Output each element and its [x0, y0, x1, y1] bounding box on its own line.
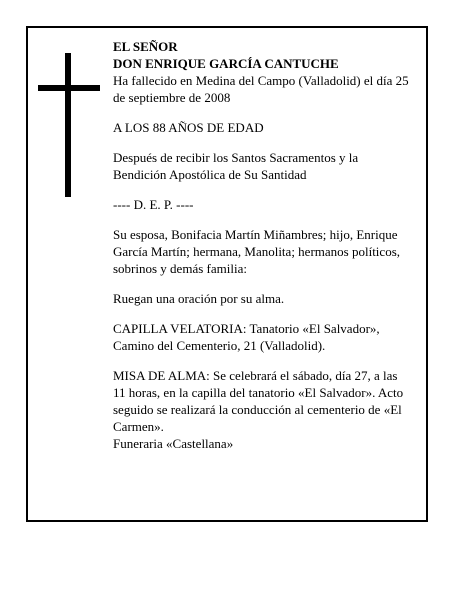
- death-info: Ha fallecido en Medina del Campo (Valladolid) el día 25 de septiembre de 2008: [113, 73, 409, 105]
- cross-icon: [38, 53, 100, 197]
- cross-horizontal-bar: [38, 85, 100, 91]
- rip-line: ---- D. E. P. ----: [113, 197, 194, 212]
- deceased-heading: [113, 38, 413, 72]
- chapel-line: CAPILLA VELATORIA: Tanatorio «El Salvador», Camino del Cementerio, 21 (Valladolid).: [113, 321, 380, 353]
- age-line: A LOS 88 AÑOS DE EDAD: [113, 120, 264, 135]
- cross-vertical-bar: [65, 53, 71, 197]
- family-line: Su esposa, Bonifacia Martín Miñambres; hijo, Enrique García Martín; hermana, Manolita; hermanos políticos, sobrinos y demás familia:: [113, 227, 400, 276]
- deceased-name: DON ENRIQUE GARCÍA CANTUCHE: [113, 56, 339, 71]
- sacraments-line: Después de recibir los Santos Sacramentos y la Bendición Apostólica de Su Santidad: [113, 150, 359, 182]
- mass-line: MISA DE ALMA: Se celebrará el sábado, día 27, a las 11 horas, en la capilla del tanatorio «El Salvador». Acto seguido se realizará la conducción al cementerio de «El Carmen».: [113, 368, 404, 434]
- funeral-home-line: Funeraria «Castellana»: [113, 436, 234, 451]
- title-honorific: EL SEÑOR: [113, 39, 178, 54]
- prayer-line: Ruegan una oración por su alma.: [113, 291, 285, 306]
- obituary-text: [113, 38, 413, 452]
